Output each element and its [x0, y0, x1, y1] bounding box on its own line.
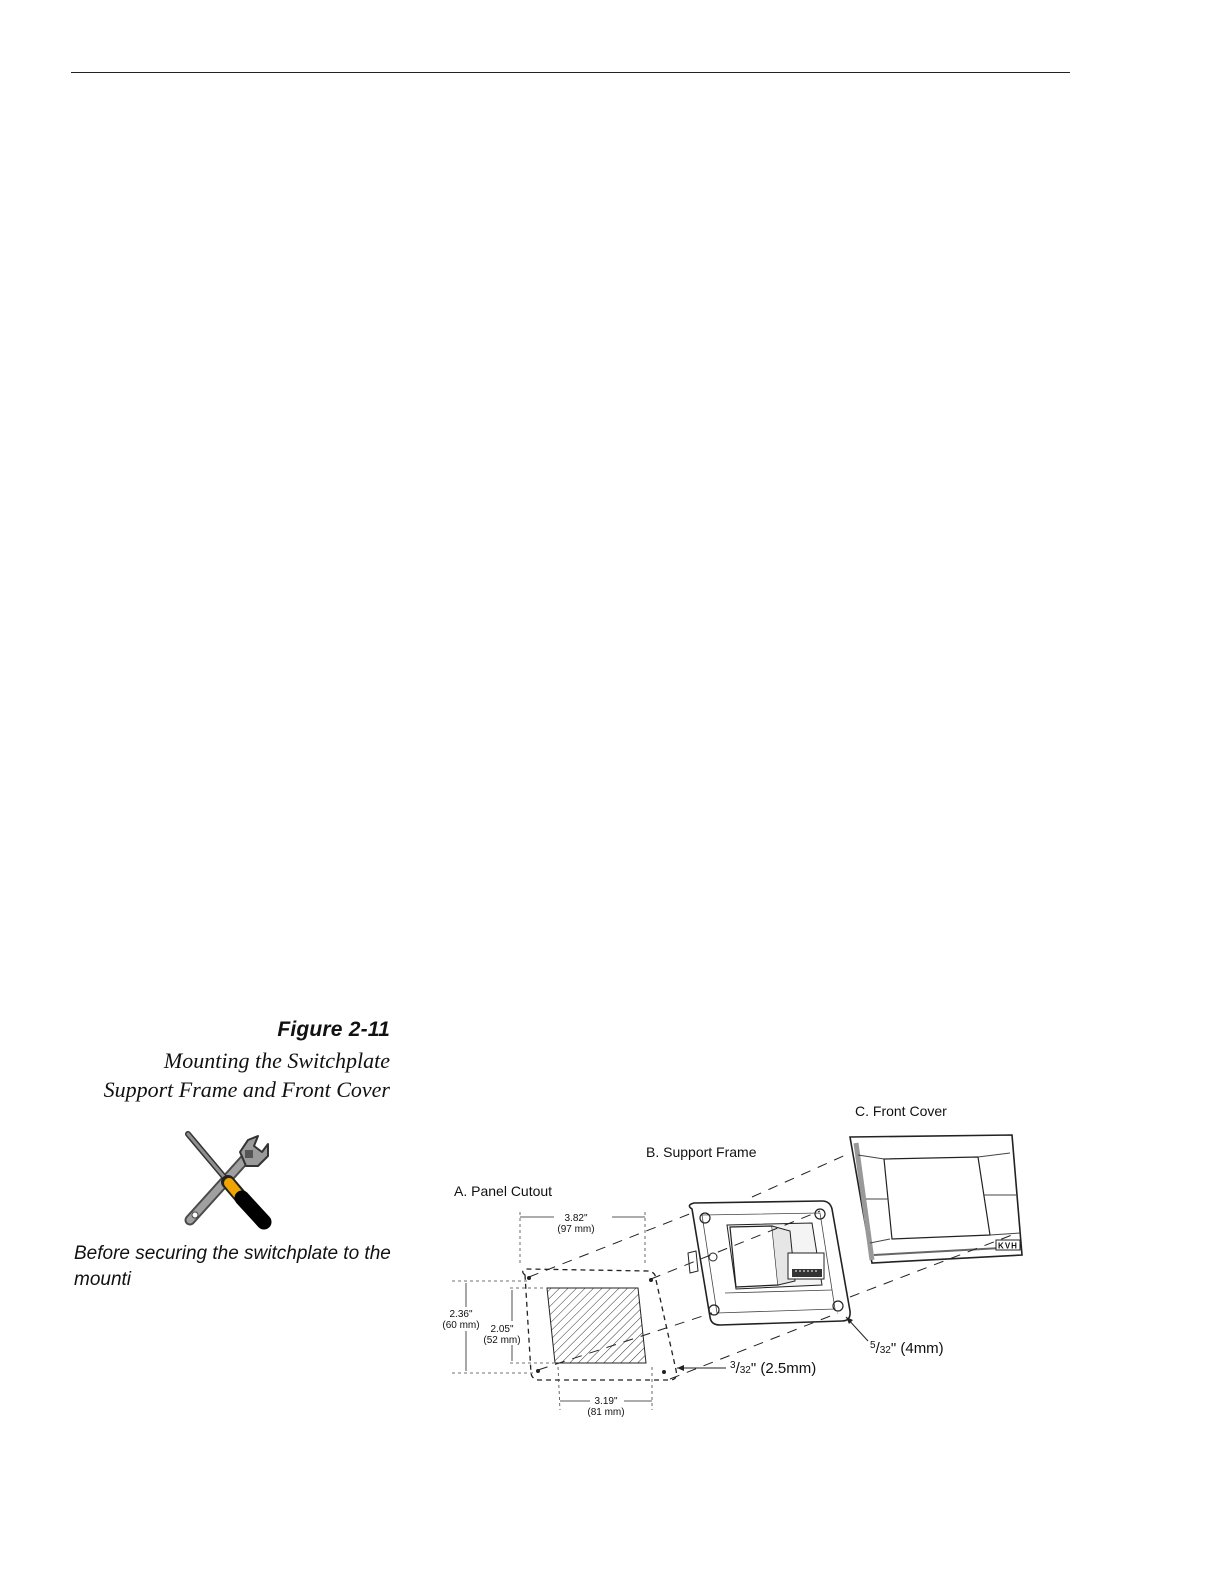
dim-left-inner-value: 2.05" [490, 1324, 514, 1335]
header-rule [71, 72, 1070, 73]
dim-bottom-value: 3.19" [594, 1396, 618, 1407]
tool-note: Before securing the switchplate to the mounti [74, 1243, 391, 1290]
panel-cutout [523, 1269, 677, 1380]
label-front-cover: C. Front Cover [855, 1103, 947, 1119]
dim-top-mm: (97 mm) [557, 1224, 595, 1235]
dimension-left-inner [483, 1288, 554, 1363]
support-frame [688, 1201, 850, 1325]
dim-left-outer-value: 2.36" [449, 1309, 473, 1320]
hole-small-size: $^3$/32" (2.5mm) [730, 1360, 817, 1377]
connector-pins [792, 1269, 822, 1277]
figure-caption-line2: Support Frame and Front Cover [103, 1077, 390, 1102]
label-panel-cutout: A. Panel Cutout [454, 1183, 553, 1199]
figure-caption-line1: Mounting the Switchplate [163, 1048, 390, 1073]
dim-bottom-mm: (81 mm) [587, 1407, 625, 1418]
hole-callout-large [846, 1317, 944, 1357]
front-cover [850, 1135, 1022, 1263]
label-support-frame: B. Support Frame [646, 1144, 757, 1160]
hole-large-size: $^5$/32" (4mm) [870, 1340, 944, 1357]
kvh-logo: KVH [998, 1241, 1018, 1251]
dimension-left-outer [442, 1281, 534, 1373]
hole-callout-small [677, 1360, 816, 1377]
figure-caption [104, 1046, 390, 1104]
dim-top-value: 3.82" [564, 1213, 588, 1224]
dimension-top [520, 1212, 645, 1265]
figure-number: Figure 2-11 [277, 1018, 390, 1041]
wrench-screwdriver-icon [184, 1130, 274, 1230]
dimension-bottom [558, 1367, 652, 1418]
dim-left-outer-mm: (60 mm) [442, 1320, 480, 1331]
mounting-diagram [430, 1095, 1050, 1435]
dim-left-inner-mm: (52 mm) [483, 1335, 521, 1346]
